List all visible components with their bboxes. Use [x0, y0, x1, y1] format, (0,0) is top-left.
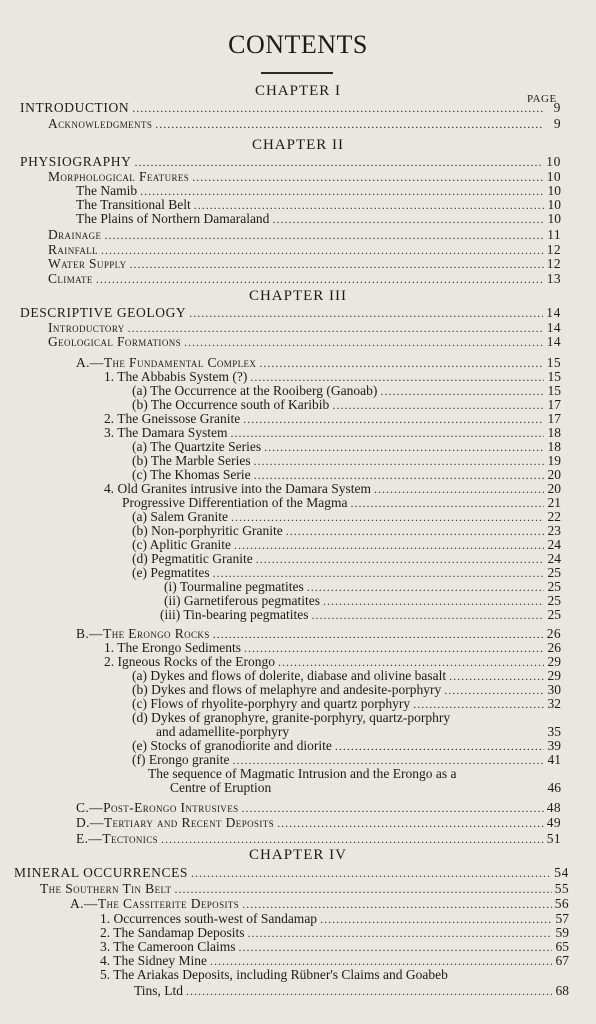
toc-entry: (c) Flows of rhyolite-porphyry and quartz porphyry ..... 32: [132, 697, 561, 711]
toc-entry: (c) Aplitic Granite ..... 24: [132, 538, 561, 552]
toc-entry: D.—Tertiary and Recent Deposits ..... 49: [76, 816, 561, 830]
toc-entry: (d) Pegmatitic Granite ..... 24: [132, 552, 561, 566]
toc-entry: The Transitional Belt ..... 10: [76, 198, 561, 212]
toc-entry: B.—The Erongo Rocks ..... 26: [76, 627, 561, 641]
toc-entry-text: The sequence of Magmatic Intrusion and the Erongo as a: [148, 766, 457, 781]
toc-entry: (e) Stocks of granodiorite and diorite ..... 39: [132, 739, 561, 753]
toc-entry: (b) The Marble Series ..... 19: [132, 454, 561, 468]
chapter-heading-1: CHAPTER I: [254, 83, 342, 99]
toc-entry: 2. The Gneissose Granite ..... 17: [104, 412, 561, 426]
toc-entry: (a) Dykes and flows of dolerite, diabase and olivine basalt ..... 29: [132, 669, 561, 683]
toc-entry: Introductory ..... 14: [48, 321, 561, 335]
toc-entry: A.—The Fundamental Complex ..... 15: [76, 356, 561, 370]
toc-entry: 2. The Sandamap Deposits ..... 59: [100, 926, 569, 940]
toc-entry: and adamellite-porphyry 35: [156, 725, 561, 739]
title-rule: [261, 72, 333, 74]
toc-entry: Centre of Eruption 46: [170, 781, 561, 795]
chapter-heading-2: CHAPTER II: [251, 137, 345, 153]
toc-entry: (a) Salem Granite ..... 22: [132, 510, 561, 524]
toc-entry: INTRODUCTION ..... 9: [20, 101, 561, 115]
toc-entry: The Plains of Northern Damaraland ..... 10: [76, 212, 561, 226]
toc-entry: A.—The Cassiterite Deposits ..... 56: [70, 897, 569, 911]
toc-entry: Acknowledgments ..... 9: [48, 117, 561, 131]
toc-entry: 2. Igneous Rocks of the Erongo ..... 29: [104, 655, 561, 669]
page-title: CONTENTS: [228, 30, 368, 59]
chapter-heading-4: CHAPTER IV: [249, 847, 347, 863]
toc-entry: 4. The Sidney Mine ..... 67: [100, 954, 569, 968]
chapter-heading-3: CHAPTER III: [248, 288, 348, 304]
toc-entry: (b) Non-porphyritic Granite ..... 23: [132, 524, 561, 538]
toc-entry: Morphological Features ..... 10: [48, 170, 561, 184]
toc-entry: (ii) Garnetiferous pegmatites ..... 25: [164, 594, 561, 608]
toc-entry: (iii) Tin-bearing pegmatites ..... 25: [160, 608, 561, 622]
toc-entry: C.—Post-Erongo Intrusives ..... 48: [76, 801, 561, 815]
toc-entry: (b) Dykes and flows of melaphyre and andesite-porphyry ..... 30: [132, 683, 561, 697]
toc-entry: Progressive Differentiation of the Magma ..... 21: [122, 496, 561, 510]
toc-entry-text: (d) Dykes of granophyre, granite-porphyry, quartz-porphry: [132, 710, 451, 725]
toc-entry: 1. The Abbabis System (?) ..... 15: [104, 370, 561, 384]
toc-entry: Tins, Ltd ..... 68: [134, 984, 569, 998]
toc-entry: 3. The Damara System ..... 18: [104, 426, 561, 440]
toc-entry: Climate ..... 13: [48, 272, 561, 286]
toc-entry: Water Supply ..... 12: [48, 257, 561, 271]
toc-entry: PHYSIOGRAPHY ..... 10: [20, 155, 561, 169]
toc-entry: E.—Tectonics ..... 51: [76, 832, 561, 846]
toc-entry: The Southern Tin Belt ..... 55: [40, 882, 569, 896]
toc-entry: 3. The Cameroon Claims ..... 65: [100, 940, 569, 954]
toc-entry: 1. The Erongo Sediments ..... 26: [104, 641, 561, 655]
toc-entry: The Namib ..... 10: [76, 184, 561, 198]
toc-entry: (b) The Occurrence south of Karibib ..... 17: [132, 398, 561, 412]
toc-entry: (a) The Occurrence at the Rooiberg (Ganoab) ..... 15: [132, 384, 561, 398]
toc-entry: 1. Occurrences south-west of Sandamap ..... 57: [100, 912, 569, 926]
toc-entry: Geological Formations ..... 14: [48, 335, 561, 349]
toc-entry: (e) Pegmatites ..... 25: [132, 566, 561, 580]
page-column-heading: PAGE: [527, 93, 557, 105]
toc-entry: 4. Old Granites intrusive into the Damara System ..... 20: [104, 482, 561, 496]
toc-entry: (i) Tourmaline pegmatites ..... 25: [164, 580, 561, 594]
toc-entry: (f) Erongo granite ..... 41: [132, 753, 561, 767]
toc-entry: MINERAL OCCURRENCES ..... 54: [14, 866, 569, 880]
toc-entry: (c) The Khomas Serie ..... 20: [132, 468, 561, 482]
toc-entry: (a) The Quartzite Series ..... 18: [132, 440, 561, 454]
toc-entry: Drainage ..... 11: [48, 228, 561, 242]
toc-entry: Rainfall ..... 12: [48, 243, 561, 257]
toc-entry: DESCRIPTIVE GEOLOGY ..... 14: [20, 306, 561, 320]
toc-entry-text: 5. The Ariakas Deposits, including Rübner's Claims and Goabeb: [100, 967, 448, 982]
